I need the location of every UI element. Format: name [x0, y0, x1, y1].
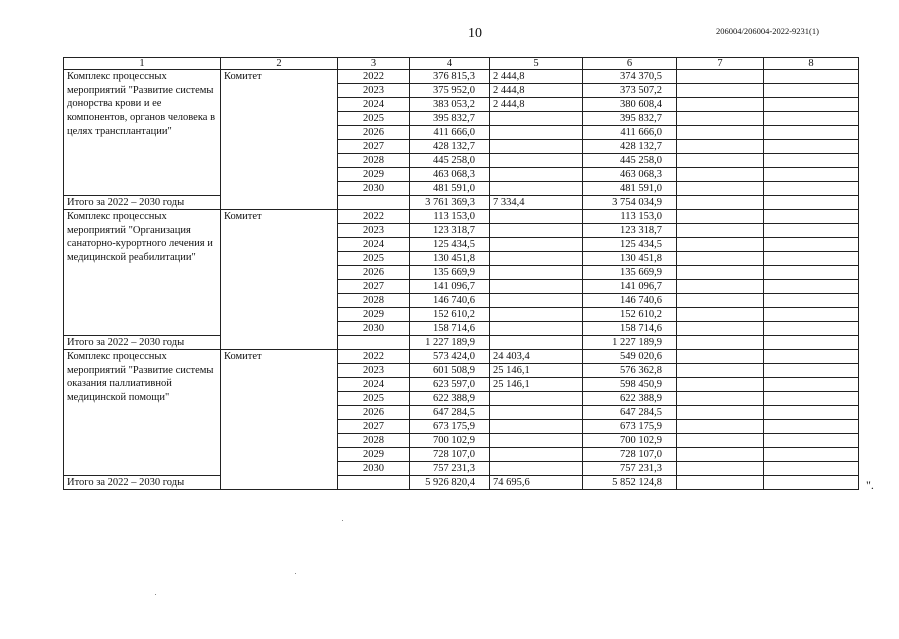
column-6-cell: 123 318,7: [583, 224, 677, 238]
total-cell: 383 053,2: [410, 98, 490, 112]
column-7-cell: [677, 434, 764, 448]
year-cell: 2028: [338, 294, 410, 308]
total-cell: 141 096,7: [410, 280, 490, 294]
column-8-cell: [764, 70, 859, 84]
column-5-cell: [490, 420, 583, 434]
year-cell: 2024: [338, 98, 410, 112]
column-7-cell: [677, 238, 764, 252]
total-cell: 700 102,9: [410, 434, 490, 448]
column-8-cell: [764, 434, 859, 448]
year-cell: 2030: [338, 322, 410, 336]
year-cell: [338, 196, 410, 210]
year-cell: 2023: [338, 84, 410, 98]
executor-cell: Комитет: [221, 350, 338, 490]
subtotal-column-6-cell: 3 754 034,9: [583, 196, 677, 210]
column-6-cell: 673 175,9: [583, 420, 677, 434]
column-5-cell: [490, 182, 583, 196]
column-8-cell: [764, 196, 859, 210]
table-body: [64, 58, 859, 490]
table-row: [64, 350, 859, 364]
total-cell: 125 434,5: [410, 238, 490, 252]
year-cell: 2029: [338, 168, 410, 182]
column-7-cell: [677, 294, 764, 308]
column-8-cell: [764, 210, 859, 224]
column-number: 2: [221, 58, 338, 70]
column-8-cell: [764, 154, 859, 168]
column-5-cell: [490, 294, 583, 308]
executor-cell: Комитет: [221, 70, 338, 210]
total-cell: 130 451,8: [410, 252, 490, 266]
column-7-cell: [677, 154, 764, 168]
total-cell: 375 952,0: [410, 84, 490, 98]
column-7-cell: [677, 280, 764, 294]
column-7-cell: [677, 364, 764, 378]
column-7-cell: [677, 392, 764, 406]
total-cell: 445 258,0: [410, 154, 490, 168]
program-name-cell: Комплекс процессных мероприятий "Развитие системы оказания паллиативной медицинской помощи": [64, 350, 221, 476]
column-8-cell: [764, 126, 859, 140]
scan-speck: [342, 520, 343, 521]
column-5-cell: [490, 406, 583, 420]
column-6-cell: 445 258,0: [583, 154, 677, 168]
column-7-cell: [677, 182, 764, 196]
column-7-cell: [677, 308, 764, 322]
table-row: [64, 70, 859, 84]
column-8-cell: [764, 238, 859, 252]
subtotal-column-5-cell: 74 695,6: [490, 476, 583, 490]
column-6-cell: 549 020,6: [583, 350, 677, 364]
column-8-cell: [764, 392, 859, 406]
column-6-cell: 598 450,9: [583, 378, 677, 392]
column-5-cell: [490, 154, 583, 168]
column-5-cell: [490, 238, 583, 252]
column-6-cell: 576 362,8: [583, 364, 677, 378]
scan-speck: [155, 594, 156, 595]
column-7-cell: [677, 168, 764, 182]
column-7-cell: [677, 126, 764, 140]
page-number: 10: [468, 26, 482, 41]
program-name-cell: Комплекс процессных мероприятий "Организация санаторно-курортного лечения и медицинской реабилитации": [64, 210, 221, 336]
column-8-cell: [764, 406, 859, 420]
column-8-cell: [764, 266, 859, 280]
year-cell: 2023: [338, 224, 410, 238]
column-5-cell: [490, 434, 583, 448]
year-cell: 2029: [338, 448, 410, 462]
subtotal-column-6-cell: 1 227 189,9: [583, 336, 677, 350]
year-cell: [338, 476, 410, 490]
year-cell: 2027: [338, 420, 410, 434]
column-7-cell: [677, 406, 764, 420]
subtotal-row: [64, 196, 859, 210]
year-cell: 2027: [338, 280, 410, 294]
column-6-cell: 135 669,9: [583, 266, 677, 280]
total-cell: 428 132,7: [410, 140, 490, 154]
budget-table: [63, 57, 859, 490]
column-6-cell: 141 096,7: [583, 280, 677, 294]
column-5-cell: [490, 266, 583, 280]
year-cell: 2024: [338, 378, 410, 392]
column-8-cell: [764, 476, 859, 490]
column-8-cell: [764, 182, 859, 196]
column-7-cell: [677, 448, 764, 462]
total-cell: 673 175,9: [410, 420, 490, 434]
subtotal-label: Итого за 2022 – 2030 годы: [64, 476, 221, 490]
column-7-cell: [677, 350, 764, 364]
subtotal-total-cell: 3 761 369,3: [410, 196, 490, 210]
column-7-cell: [677, 98, 764, 112]
column-5-cell: [490, 392, 583, 406]
year-cell: 2022: [338, 350, 410, 364]
total-cell: 158 714,6: [410, 322, 490, 336]
column-7-cell: [677, 322, 764, 336]
table-row: [64, 210, 859, 224]
column-7-cell: [677, 70, 764, 84]
column-8-cell: [764, 308, 859, 322]
column-8-cell: [764, 168, 859, 182]
column-6-cell: 395 832,7: [583, 112, 677, 126]
year-cell: 2026: [338, 266, 410, 280]
total-cell: 376 815,3: [410, 70, 490, 84]
column-6-cell: 373 507,2: [583, 84, 677, 98]
column-8-cell: [764, 336, 859, 350]
column-7-cell: [677, 112, 764, 126]
year-cell: 2025: [338, 252, 410, 266]
column-5-cell: [490, 126, 583, 140]
column-5-cell: [490, 448, 583, 462]
column-7-cell: [677, 210, 764, 224]
column-5-cell: [490, 322, 583, 336]
year-cell: 2026: [338, 406, 410, 420]
column-6-cell: 152 610,2: [583, 308, 677, 322]
total-cell: 601 508,9: [410, 364, 490, 378]
column-5-cell: 25 146,1: [490, 378, 583, 392]
column-5-cell: 2 444,8: [490, 84, 583, 98]
column-number: 5: [490, 58, 583, 70]
column-8-cell: [764, 462, 859, 476]
total-cell: 623 597,0: [410, 378, 490, 392]
column-6-cell: 374 370,5: [583, 70, 677, 84]
total-cell: 757 231,3: [410, 462, 490, 476]
column-6-cell: 622 388,9: [583, 392, 677, 406]
column-number-row: [64, 58, 859, 70]
year-cell: 2025: [338, 392, 410, 406]
column-6-cell: 113 153,0: [583, 210, 677, 224]
column-5-cell: [490, 112, 583, 126]
column-5-cell: [490, 280, 583, 294]
column-7-cell: [677, 266, 764, 280]
column-8-cell: [764, 378, 859, 392]
total-cell: 647 284,5: [410, 406, 490, 420]
column-6-cell: 146 740,6: [583, 294, 677, 308]
subtotal-column-5-cell: 7 334,4: [490, 196, 583, 210]
column-number: 6: [583, 58, 677, 70]
subtotal-column-5-cell: [490, 336, 583, 350]
column-6-cell: 380 608,4: [583, 98, 677, 112]
year-cell: 2023: [338, 364, 410, 378]
subtotal-label: Итого за 2022 – 2030 годы: [64, 196, 221, 210]
column-8-cell: [764, 322, 859, 336]
column-5-cell: 2 444,8: [490, 98, 583, 112]
column-8-cell: [764, 448, 859, 462]
column-5-cell: [490, 308, 583, 322]
total-cell: 573 424,0: [410, 350, 490, 364]
total-cell: 113 153,0: [410, 210, 490, 224]
column-6-cell: 647 284,5: [583, 406, 677, 420]
column-8-cell: [764, 224, 859, 238]
total-cell: 123 318,7: [410, 224, 490, 238]
column-5-cell: [490, 168, 583, 182]
column-5-cell: [490, 140, 583, 154]
column-7-cell: [677, 336, 764, 350]
column-7-cell: [677, 84, 764, 98]
year-cell: 2022: [338, 210, 410, 224]
total-cell: 622 388,9: [410, 392, 490, 406]
column-5-cell: 25 146,1: [490, 364, 583, 378]
column-5-cell: 24 403,4: [490, 350, 583, 364]
column-8-cell: [764, 252, 859, 266]
year-cell: 2027: [338, 140, 410, 154]
column-8-cell: [764, 294, 859, 308]
subtotal-label: Итого за 2022 – 2030 годы: [64, 336, 221, 350]
total-cell: 152 610,2: [410, 308, 490, 322]
column-8-cell: [764, 140, 859, 154]
column-8-cell: [764, 420, 859, 434]
column-5-cell: [490, 210, 583, 224]
column-8-cell: [764, 350, 859, 364]
scan-speck: [295, 573, 296, 574]
total-cell: 395 832,7: [410, 112, 490, 126]
column-5-cell: [490, 224, 583, 238]
column-7-cell: [677, 140, 764, 154]
column-6-cell: 463 068,3: [583, 168, 677, 182]
column-6-cell: 428 132,7: [583, 140, 677, 154]
total-cell: 146 740,6: [410, 294, 490, 308]
subtotal-total-cell: 5 926 820,4: [410, 476, 490, 490]
column-6-cell: 481 591,0: [583, 182, 677, 196]
column-8-cell: [764, 364, 859, 378]
column-7-cell: [677, 252, 764, 266]
column-8-cell: [764, 280, 859, 294]
subtotal-row: [64, 476, 859, 490]
column-7-cell: [677, 224, 764, 238]
column-6-cell: 728 107,0: [583, 448, 677, 462]
column-7-cell: [677, 476, 764, 490]
column-number: 8: [764, 58, 859, 70]
year-cell: 2028: [338, 434, 410, 448]
column-6-cell: 125 434,5: [583, 238, 677, 252]
column-8-cell: [764, 98, 859, 112]
column-number: 3: [338, 58, 410, 70]
year-cell: 2028: [338, 154, 410, 168]
subtotal-column-6-cell: 5 852 124,8: [583, 476, 677, 490]
closing-quote-mark: ".: [866, 478, 874, 492]
subtotal-total-cell: 1 227 189,9: [410, 336, 490, 350]
column-6-cell: 700 102,9: [583, 434, 677, 448]
column-6-cell: 158 714,6: [583, 322, 677, 336]
column-number: 1: [64, 58, 221, 70]
program-name-cell: Комплекс процессных мероприятий "Развитие системы донорства крови и ее компонентов, органов человека в целях трансплантации": [64, 70, 221, 196]
column-5-cell: 2 444,8: [490, 70, 583, 84]
total-cell: 135 669,9: [410, 266, 490, 280]
total-cell: 463 068,3: [410, 168, 490, 182]
total-cell: 481 591,0: [410, 182, 490, 196]
column-6-cell: 130 451,8: [583, 252, 677, 266]
executor-cell: Комитет: [221, 210, 338, 350]
year-cell: 2030: [338, 462, 410, 476]
total-cell: 411 666,0: [410, 126, 490, 140]
year-cell: 2022: [338, 70, 410, 84]
column-number: 4: [410, 58, 490, 70]
year-cell: 2024: [338, 238, 410, 252]
year-cell: 2026: [338, 126, 410, 140]
year-cell: 2030: [338, 182, 410, 196]
subtotal-row: [64, 336, 859, 350]
column-7-cell: [677, 196, 764, 210]
column-7-cell: [677, 420, 764, 434]
column-6-cell: 411 666,0: [583, 126, 677, 140]
year-cell: [338, 336, 410, 350]
column-8-cell: [764, 84, 859, 98]
total-cell: 728 107,0: [410, 448, 490, 462]
year-cell: 2029: [338, 308, 410, 322]
column-6-cell: 757 231,3: [583, 462, 677, 476]
column-7-cell: [677, 462, 764, 476]
year-cell: 2025: [338, 112, 410, 126]
column-5-cell: [490, 252, 583, 266]
column-7-cell: [677, 378, 764, 392]
column-5-cell: [490, 462, 583, 476]
column-number: 7: [677, 58, 764, 70]
column-8-cell: [764, 112, 859, 126]
document-code: 206004/206004-2022-9231(1): [716, 26, 819, 36]
